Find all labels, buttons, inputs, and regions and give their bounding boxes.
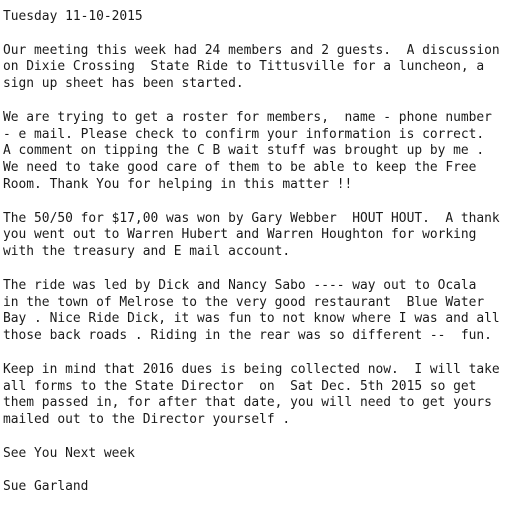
blank-line <box>3 261 524 278</box>
closing-line: See You Next week <box>3 445 135 461</box>
paragraph-ride <box>3 278 524 345</box>
paragraph-line: with the treasury and E mail account. <box>3 244 291 260</box>
paragraph-line: on Dixie Crossing State Ride to Tittusville for a luncheon, a <box>3 59 485 75</box>
signature: Sue Garland <box>3 479 89 495</box>
blank-line <box>3 345 524 362</box>
paragraph-line: all forms to the State Director on Sat Dec. 5th 2015 so get <box>3 378 477 394</box>
paragraph-dues <box>3 362 524 429</box>
paragraph-line: The 50/50 for $17,00 was won by Gary Webber HOUT HOUT. A thank <box>3 210 500 226</box>
paragraph-line: in the town of Melrose to the very good restaurant Blue Water <box>3 294 485 310</box>
paragraph-line: Keep in mind that 2016 dues is being collected now. I will take <box>3 361 500 377</box>
blank-line <box>3 26 524 43</box>
blank-line <box>3 194 524 211</box>
paragraph-line: Our meeting this week had 24 members and 2 guests. A discussion <box>3 42 500 58</box>
paragraph-line: We are trying to get a roster for members, name - phone number <box>3 109 492 125</box>
paragraph-line: We need to take good care of them to be able to keep the Free <box>3 160 477 176</box>
paragraph-line: sign up sheet has been started. <box>3 76 244 92</box>
blank-line <box>3 93 524 110</box>
paragraph-line: A comment on tipping the C B wait stuff was brought up by me . <box>3 143 485 159</box>
paragraph-line: Bay . Nice Ride Dick, it was fun to not know where I was and all <box>3 311 500 327</box>
paragraph-line: The ride was led by Dick and Nancy Sabo ---- way out to Ocala <box>3 277 477 293</box>
blank-line <box>3 463 524 480</box>
paragraph-line: mailed out to the Director yourself . <box>3 412 291 428</box>
paragraph-line: you went out to Warren Hubert and Warren Houghton for working <box>3 227 477 243</box>
paragraph-line: those back roads . Riding in the rear was so different -- fun. <box>3 328 492 344</box>
paragraph-line: - e mail. Please check to confirm your information is correct. <box>3 126 485 142</box>
paragraph-line: Room. Thank You for helping in this matter !! <box>3 176 353 192</box>
blank-line <box>3 429 524 446</box>
paragraph-meeting-summary <box>3 43 524 93</box>
paragraph-line: them passed in, for after that date, you will need to get yours <box>3 395 492 411</box>
note-date: Tuesday 11-10-2015 <box>3 9 143 24</box>
paragraph-roster <box>3 110 524 194</box>
paragraph-fifty-fifty <box>3 211 524 261</box>
